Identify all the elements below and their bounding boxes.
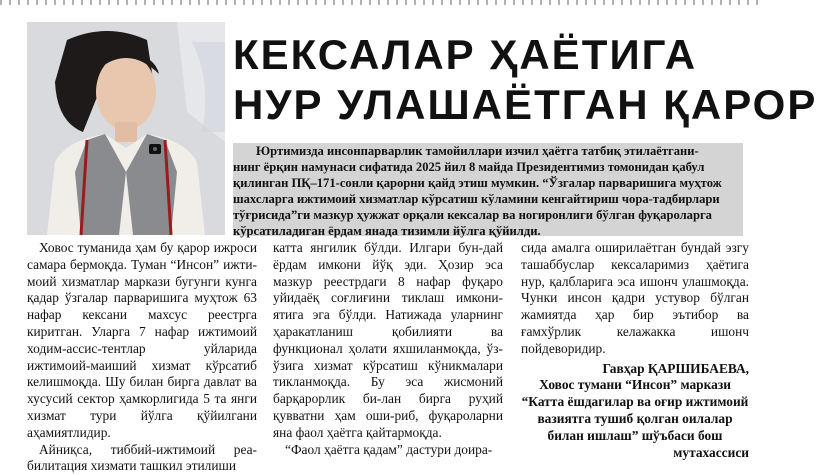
lead-line: нинг ёрқин намунаси сифатида 2025 йил 8 майда Президентимиз томонидан қабул bbox=[233, 160, 705, 174]
portrait-photo bbox=[27, 22, 225, 235]
author-title-line: мутахассиси bbox=[673, 444, 749, 460]
body-paragraph: катта янгилик бўлди. Илгари бун-дай ёрдам имкони йўқ эди. Ҳозир эса мазкур реестрдаги 8 нафар фуқаро уйидаёқ соғлиғини тиклаш имкони-ятига эга бўлди. Натижада уларнинг ҳаракатланиш қобилияти ва функционал ҳолати яхшиланмоқда, ўз-ўзига хизмат кўрсатиш кўникмалари тикланмоқда. Бу эса жисмоний барқарорлик би-лан бирга руҳий қувватни ҳам оши-риб, фуқароларни яна фаол ҳаётга қайтармоқда. bbox=[273, 240, 503, 440]
body-paragraph: сида амалга оширилаётган бундай эзгу ташаббуслар кексаларимиз ҳаётига нур, қалбларига эса ишонч улашмоқда. Чунки инсон қадри устувор бўлган жамиятда ҳар бир эътибор ва ғамхўрлик келажакка ишонч пойдеворидир. bbox=[521, 240, 749, 356]
body-column-3 bbox=[521, 240, 749, 460]
body-column-1 bbox=[27, 240, 257, 474]
headline-line-1: КЕКСАЛАР ҲАЁТИГА bbox=[233, 31, 698, 78]
body-paragraph: Ховос туманида ҳам бу қарор ижроси самара бермоқда. Туман “Инсон” ижти-моий хизматлар маркази бугунги кунга қадар ўзгалар парваришига муҳтож 63 нафар кексани махсус реестрга киритган. Уларга 7 нафар ижтимоий ходим-ассис-тентлар уйларида ижтимоий-маиший хизмат кўрсатиб келишмоқда. Шу билан бирга давлат ва хусусий сектор ҳамкорлигида 5 та янги хизмат тури йўлга қўйилгани аҳамиятлидир. bbox=[27, 240, 257, 440]
body-paragraph: Айниқса, тиббий-ижтимоий реа-билитация хизмати ташкил этилиши bbox=[27, 441, 257, 474]
article-headline bbox=[233, 30, 817, 130]
author-title-line: вазиятга тушиб қолган оилалар bbox=[537, 410, 733, 426]
lead-line: тўғрисида”ги мазкур ҳужжат орқали кексалар ва ногиронлиги бўлган фуқароларга bbox=[233, 208, 712, 222]
lead-line: кўрсатиладиган ёрдам янада тизимли йўлга қўйилди. bbox=[233, 224, 541, 238]
body-paragraph: “Фаол ҳаётга қадам” дастури доира- bbox=[285, 441, 493, 457]
page-top-rule bbox=[0, 0, 762, 5]
author-signature bbox=[521, 361, 749, 462]
lead-line: шахсларга ижтимоий хизматлар кўрсатиш кўламини кенгайтириш чора-тадбирлари bbox=[233, 192, 720, 206]
lead-paragraph bbox=[233, 143, 743, 236]
author-title-line: билан ишлаш” шўъбаси бош bbox=[547, 427, 723, 443]
author-name: Гавҳар ҚАРШИБАЕВА, bbox=[602, 360, 749, 376]
author-title-line: “Катта ёшдагилар ва оғир ижтимоий bbox=[521, 394, 749, 410]
author-title-line: Ховос тумани “Инсон” маркази bbox=[539, 377, 731, 393]
lead-line: қилинган ПҚ–171-сонли қарорни қайд этиш мумкин. “Ўзгалар парваришига муҳтож bbox=[233, 176, 722, 190]
headline-line-2: НУР УЛАШАЁТГАН ҚАРОР bbox=[233, 81, 817, 128]
body-column-2 bbox=[273, 240, 503, 457]
lead-line: Юртимизда инсонпарварлик тамойиллари изчил ҳаётга татбиқ этилаётгани- bbox=[256, 144, 699, 158]
